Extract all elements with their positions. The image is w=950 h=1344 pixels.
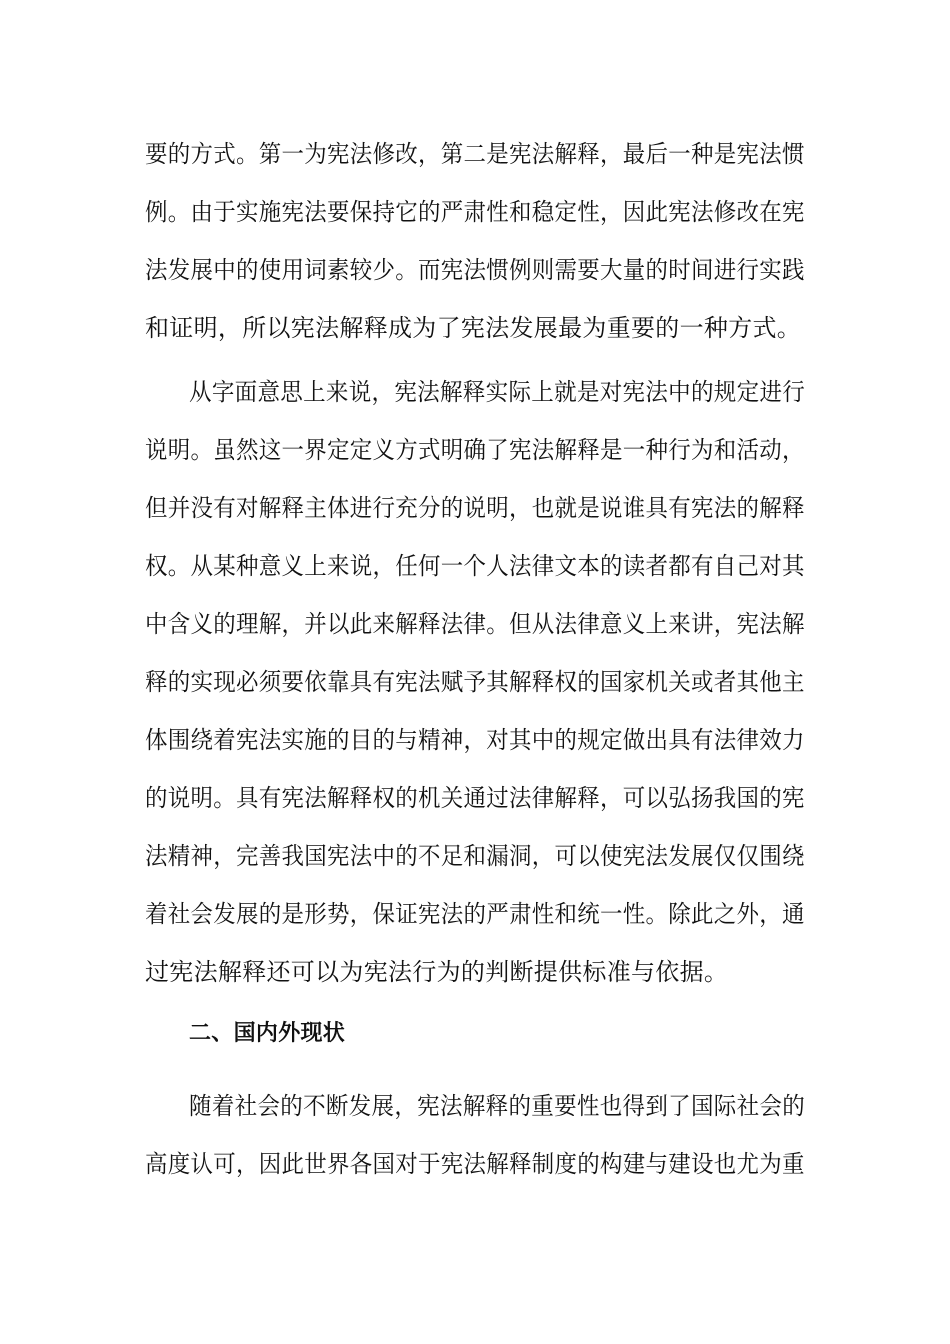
text-line: 中含义的理解，并以此来解释法律。但从法律意义上来讲，宪法解 (145, 610, 805, 638)
text-line: 例。由于实施宪法要保持它的严肃性和稳定性，因此宪法修改在宪 (145, 198, 805, 226)
text-line: 的说明。具有宪法解释权的机关通过法律解释，可以弘扬我国的宪 (145, 784, 805, 812)
text-line: 和证明，所以宪法解释成为了宪法发展最为重要的一种方式。 (145, 314, 802, 342)
text-line: 体围绕着宪法实施的目的与精神，对其中的规定做出具有法律效力 (145, 726, 805, 754)
section-heading: 二、国内外现状 (189, 1021, 346, 1046)
text-line: 高度认可，因此世界各国对于宪法解释制度的构建与建设也尤为重 (145, 1150, 805, 1178)
text-line: 着社会发展的是形势，保证宪法的严肃性和统一性。除此之外，通 (145, 900, 805, 928)
text-line: 从字面意思上来说，宪法解释实际上就是对宪法中的规定进行 (189, 378, 806, 406)
text-line: 但并没有对解释主体进行充分的说明，也就是说谁具有宪法的解释 (145, 494, 805, 522)
text-line: 释的实现必须要依靠具有宪法赋予其解释权的国家机关或者其他主 (145, 668, 805, 696)
text-line: 要的方式。第一为宪法修改，第二是宪法解释，最后一种是宪法惯 (145, 140, 805, 168)
text-line: 法精神，完善我国宪法中的不足和漏洞，可以使宪法发展仅仅围绕 (145, 842, 805, 870)
text-line: 随着社会的不断发展，宪法解释的重要性也得到了国际社会的 (189, 1092, 806, 1120)
text-line: 法发展中的使用词素较少。而宪法惯例则需要大量的时间进行实践 (145, 256, 805, 284)
text-line: 说明。虽然这一界定定义方式明确了宪法解释是一种行为和活动， (145, 436, 805, 464)
text-line: 过宪法解释还可以为宪法行为的判断提供标准与依据。 (145, 958, 729, 986)
text-line: 权。从某种意义上来说，任何一个人法律文本的读者都有自己对其 (145, 552, 805, 580)
